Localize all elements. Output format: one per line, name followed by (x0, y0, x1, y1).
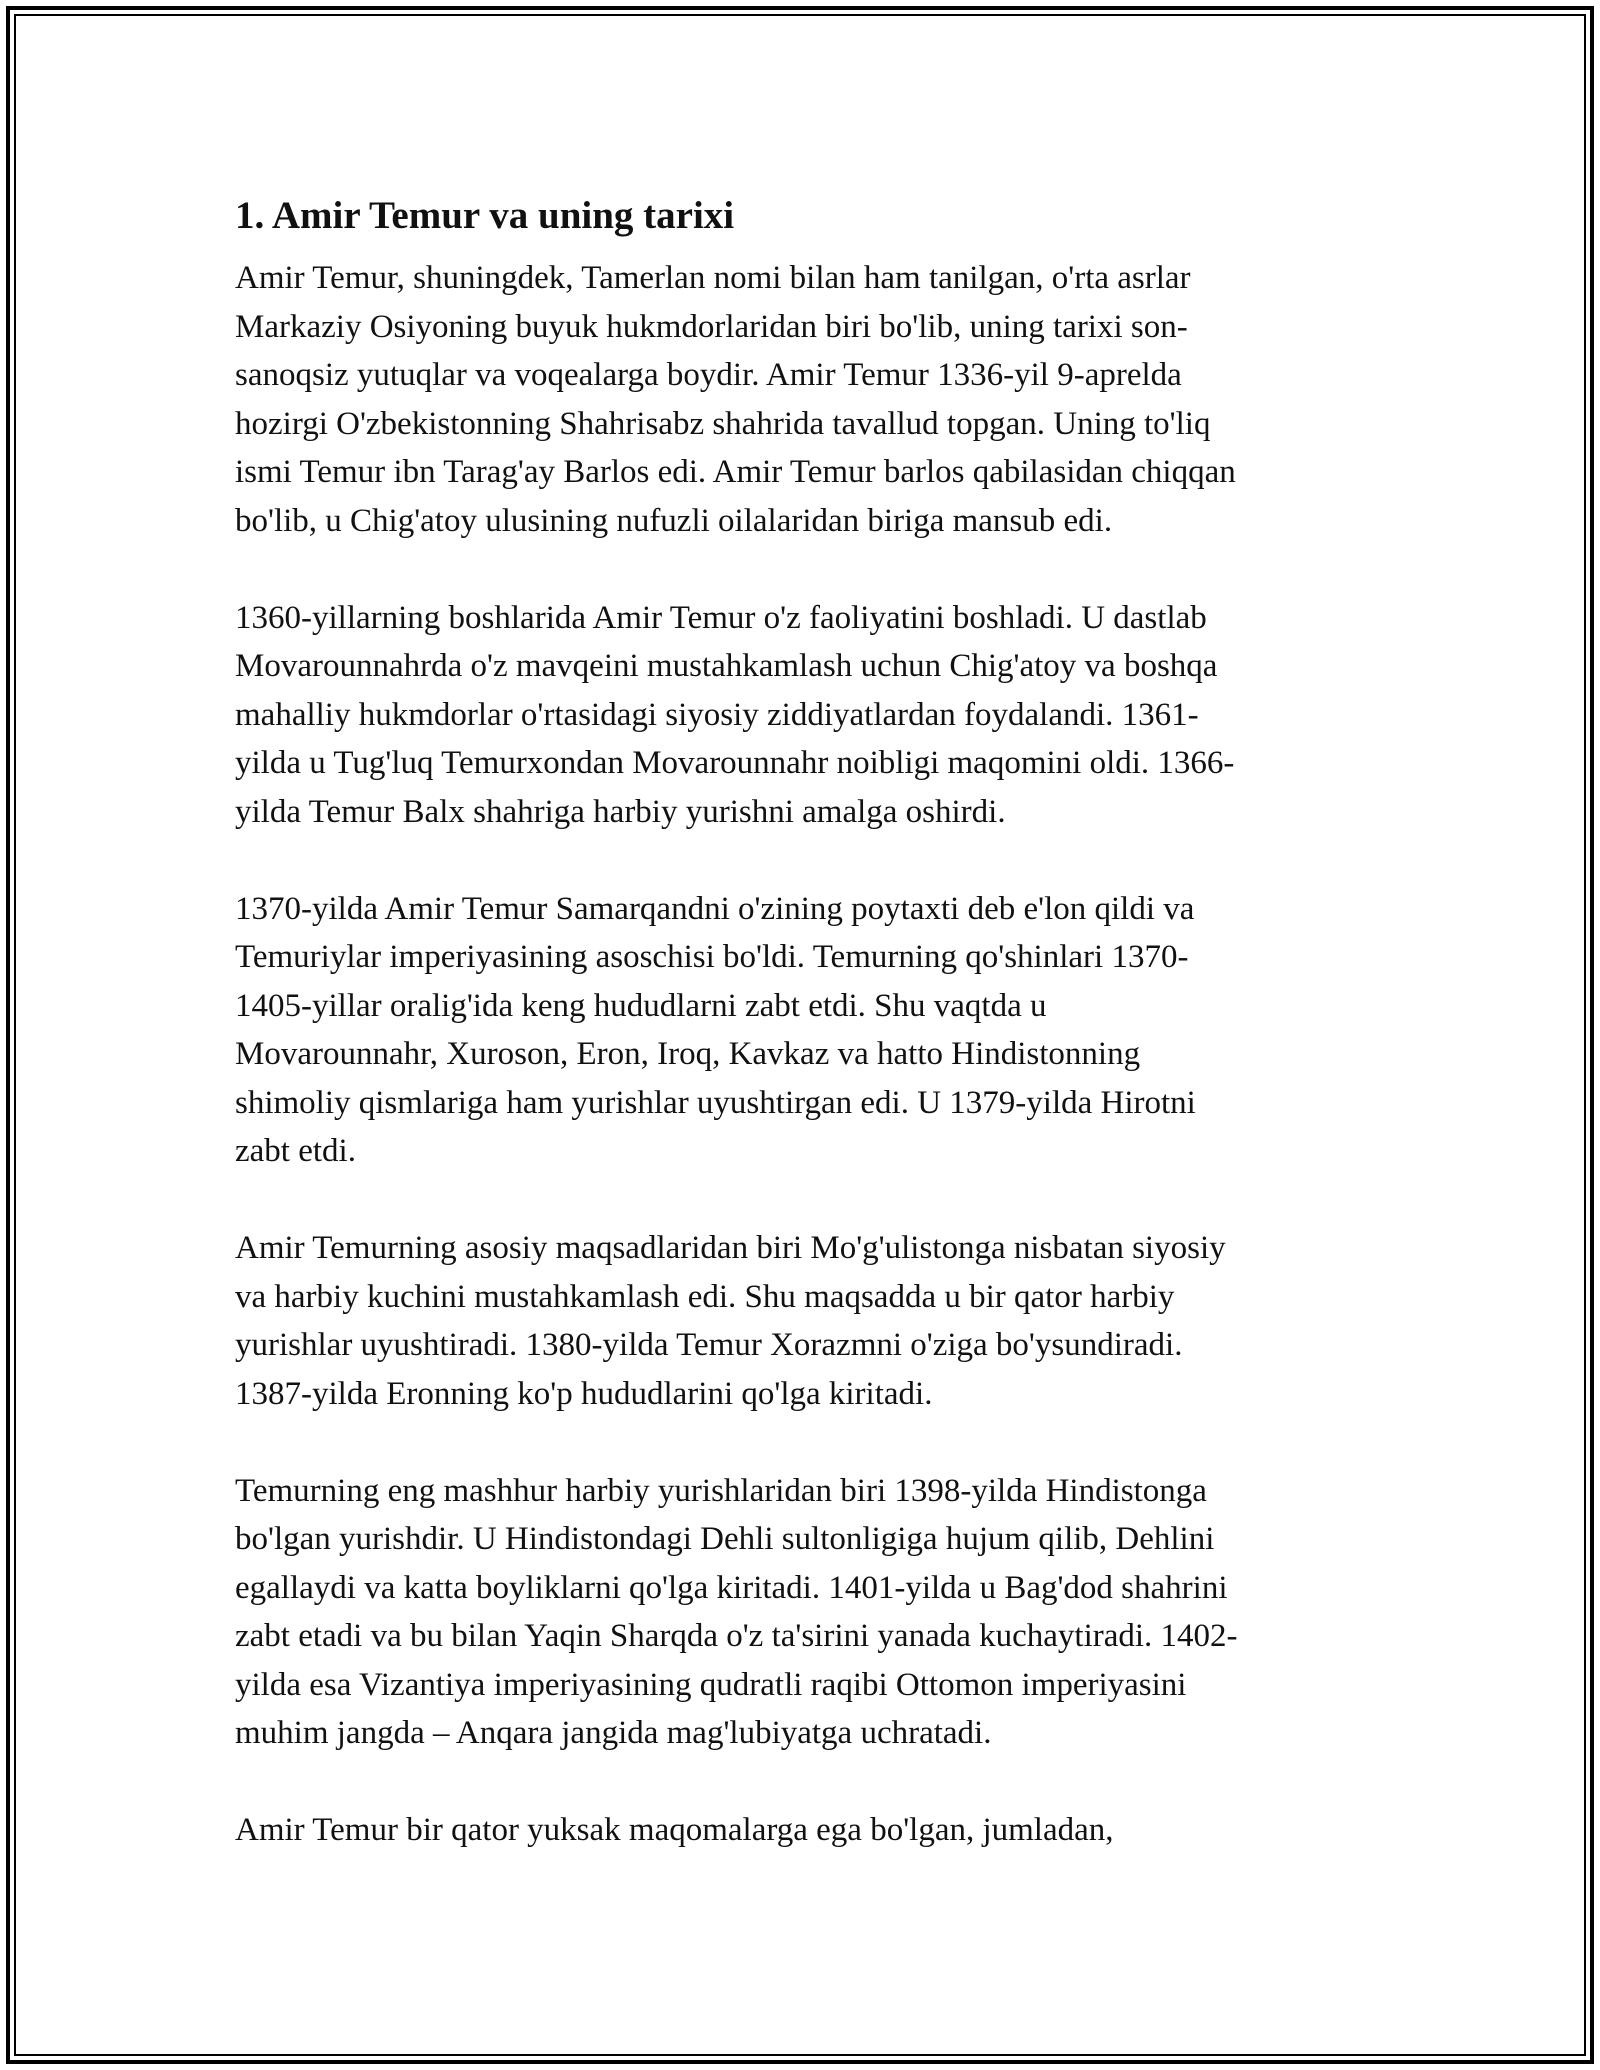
text-line: Amir Temurning asosiy maqsadlaridan biri Mo'g'ulistonga nisbatan siyosiy (235, 1230, 1226, 1266)
section-title: 1. Amir Temur va uning tarixi (235, 194, 735, 237)
text-line: Movarounnahrda o'z mavqeini mustahkamlash uchun Chig'atoy va boshqa (235, 648, 1218, 684)
text-line: Movarounnahr, Xuroson, Eron, Iroq, Kavkaz va hatto Hindistonning (235, 1036, 1141, 1072)
text-line: 1360-yillarning boshlarida Amir Temur o'z faoliyatini boshladi. U dastlab (235, 599, 1207, 636)
text-line: egallaydi va katta boyliklarni qo'lga kiritadi. 1401-yilda u Bag'dod shahrini (235, 1569, 1228, 1606)
document-body (235, 190, 1365, 1903)
text-line: yilda u Tug'luq Temurxondan Movarounnahr noibligi maqomini oldi. 1366- (235, 745, 1235, 781)
text-line: muhim jangda – Anqara jangida mag'lubiyatga uchratadi. (235, 1715, 992, 1751)
text-line: bo'lgan yurishdir. U Hindistondagi Dehli sultonligiga hujum qilib, Dehlini (235, 1521, 1215, 1557)
text-line: yurishlar uyushtiradi. 1380-yilda Temur Xorazmni o'ziga bo'ysundiradi. (235, 1327, 1183, 1363)
paragraph-3 (235, 885, 1365, 1176)
text-line: bo'lib, u Chig'atoy ulusining nufuzli oilalaridan biriga mansub edi. (235, 502, 1113, 539)
paragraph-6 (235, 1806, 1365, 1855)
text-line: va harbiy kuchini mustahkamlash edi. Shu maqsadda u bir qator harbiy (235, 1278, 1175, 1315)
paragraph-4 (235, 1224, 1365, 1418)
text-line: yilda Temur Balx shahriga harbiy yurishni amalga oshirdi. (235, 793, 1006, 830)
text-line: ismi Temur ibn Tarag'ay Barlos edi. Amir Temur barlos qabilasidan chiqqan (235, 454, 1236, 490)
paragraph-2 (235, 594, 1365, 837)
text-line: Temurning eng mashhur harbiy yurishlaridan biri 1398-yilda Hindistonga (235, 1472, 1207, 1509)
text-line: 1387-yilda Eronning ko'p hududlarini qo'lga kiritadi. (235, 1375, 933, 1412)
text-line: zabt etadi va bu bilan Yaqin Sharqda o'z ta'sirini yanada kuchaytiradi. 1402- (235, 1618, 1238, 1654)
text-line: shimoliy qismlariga ham yurishlar uyushtirgan edi. U 1379-yilda Hirotni (235, 1084, 1196, 1121)
text-line: 1405-yillar oralig'ida keng hududlarni zabt etdi. Shu vaqtda u (235, 987, 1047, 1024)
text-line: Amir Temur, shuningdek, Tamerlan nomi bilan ham tanilgan, o'rta asrlar (235, 260, 1191, 296)
paragraph-5 (235, 1467, 1365, 1758)
text-line: yilda esa Vizantiya imperiyasining qudratli raqibi Ottomon imperiyasini (235, 1666, 1187, 1703)
text-line: zabt etdi. (235, 1133, 356, 1169)
text-line: Markaziy Osiyoning buyuk hukmdorlaridan biri bo'lib, uning tarixi son- (235, 308, 1188, 345)
text-line: hozirgi O'zbekistonning Shahrisabz shahrida tavallud topgan. Uning to'liq (235, 405, 1211, 442)
text-line: Temuriylar imperiyasining asoschisi bo'ldi. Temurning qo'shinlari 1370- (235, 939, 1189, 975)
text-line: 1370-yilda Amir Temur Samarqandni o'zining poytaxti deb e'lon qildi va (235, 890, 1195, 927)
text-line: mahalliy hukmdorlar o'rtasidagi siyosiy ziddiyatlardan foydalandi. 1361- (235, 696, 1199, 733)
text-line: sanoqsiz yutuqlar va voqealarga boydir. Amir Temur 1336-yil 9-aprelda (235, 357, 1182, 393)
text-line: Amir Temur bir qator yuksak maqomalarga ega bo'lgan, jumladan, (235, 1812, 1114, 1848)
paragraph-1 (235, 254, 1365, 545)
